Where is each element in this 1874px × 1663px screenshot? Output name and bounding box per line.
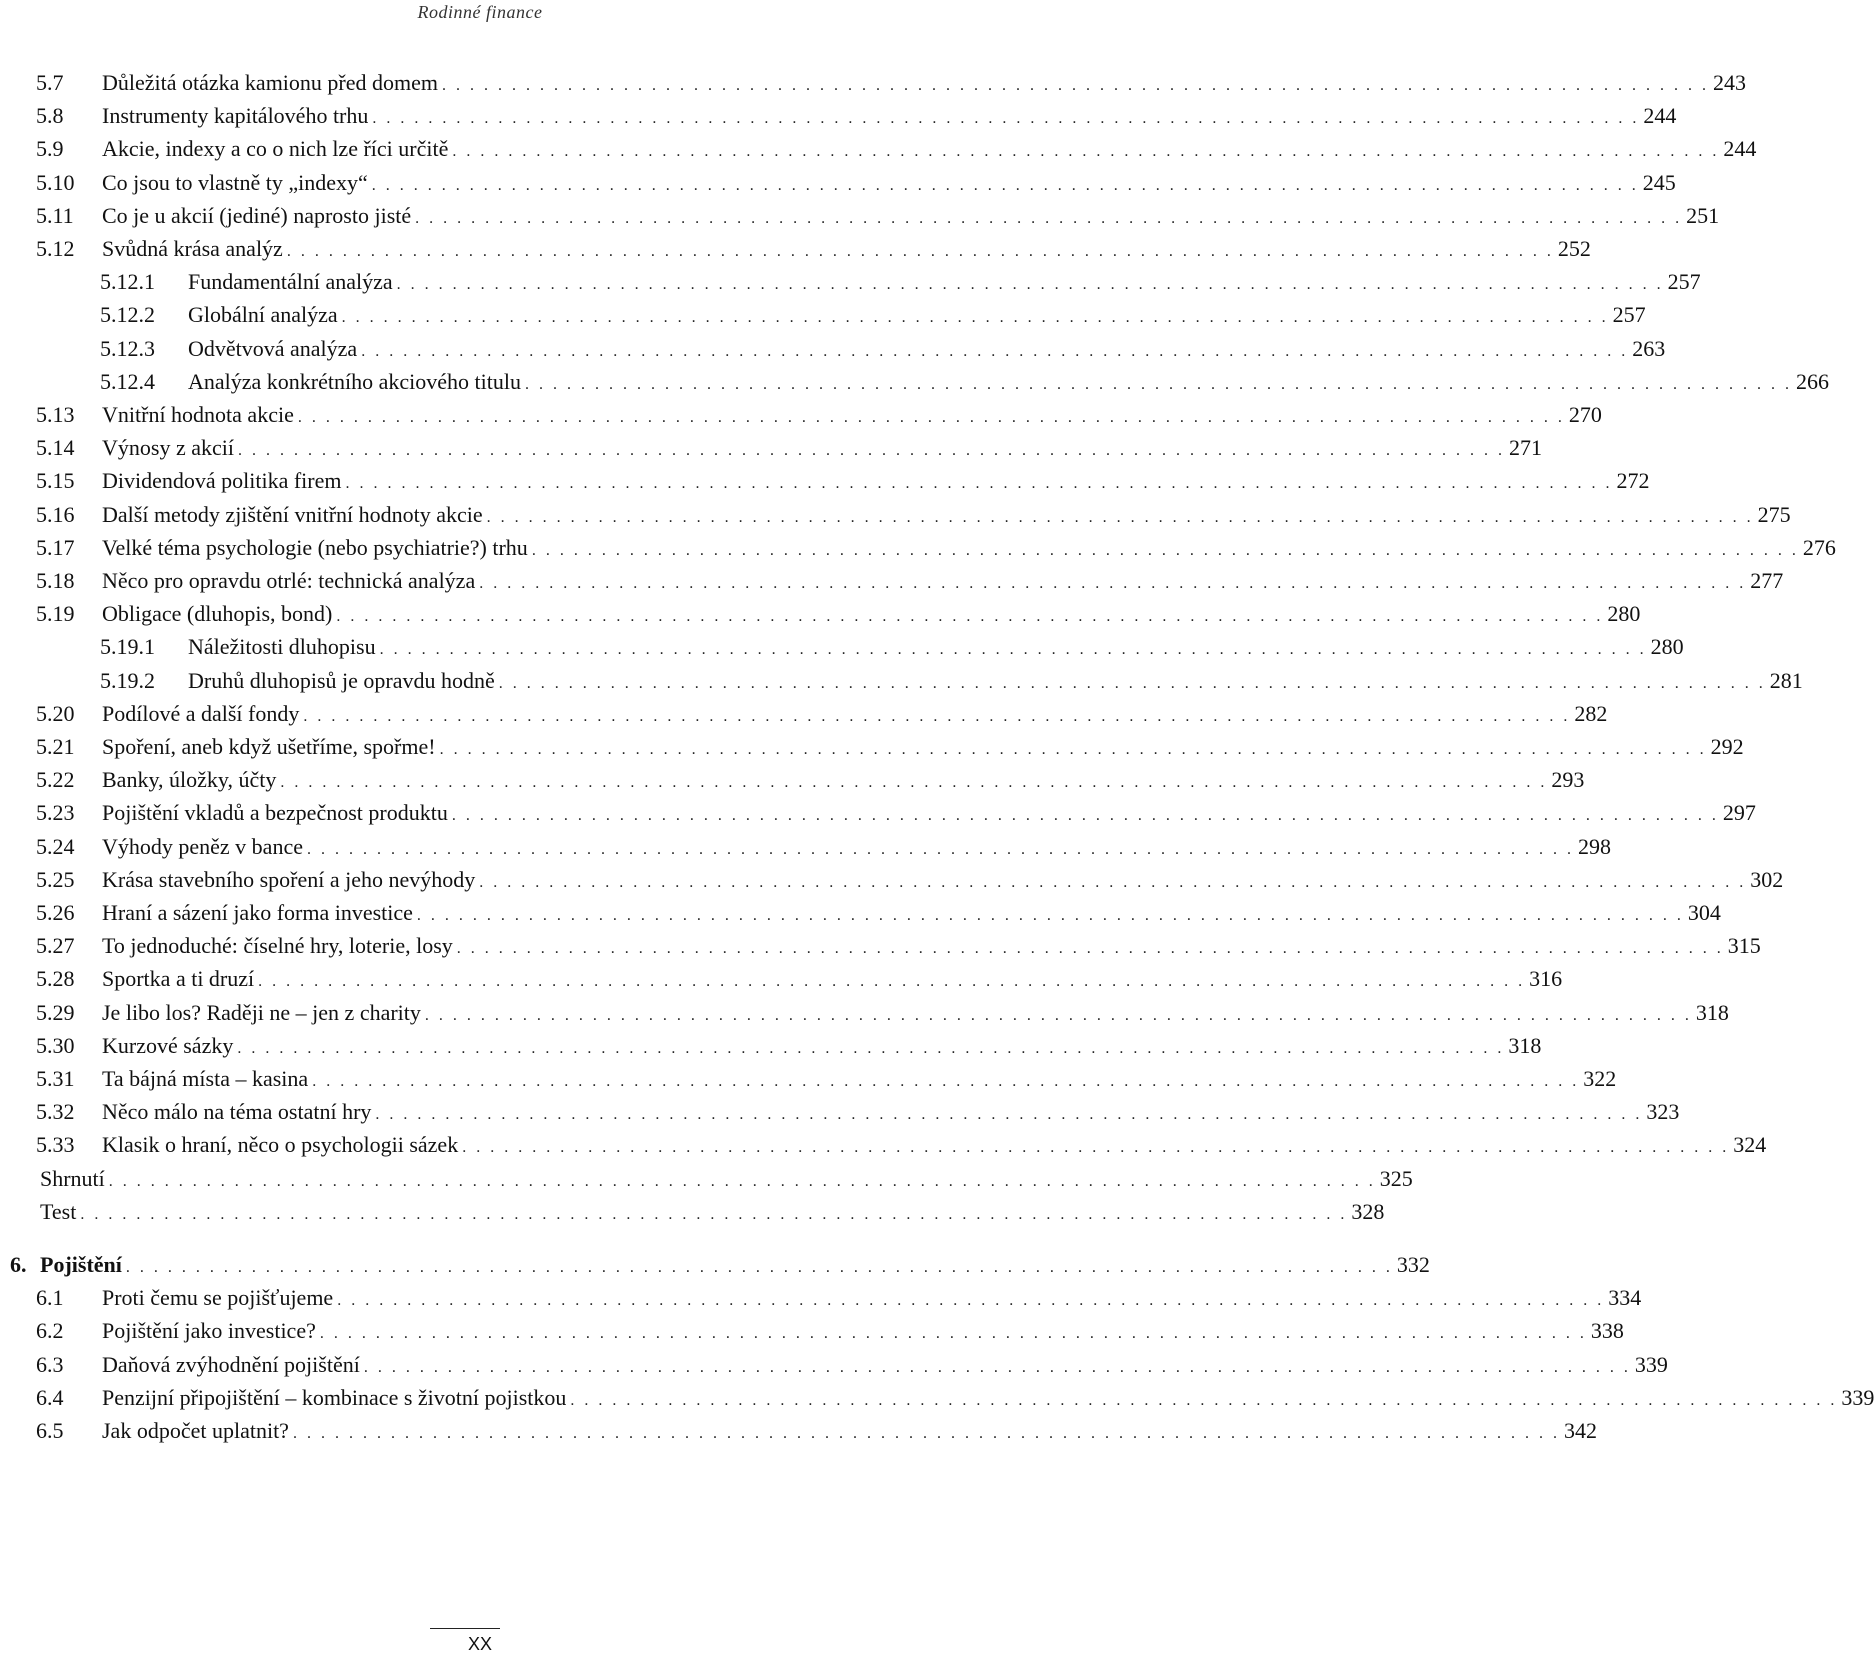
toc-entry (36, 763, 1585, 797)
toc-entry-page: 338 (1590, 1318, 1624, 1344)
toc-entry-title: Podílové a další fondy (102, 700, 300, 726)
toc-entry-page: 271 (1508, 435, 1542, 461)
page-folio: XX (467, 1634, 492, 1654)
toc-entry-title: Pojištění (40, 1252, 122, 1277)
toc-entry-title: Odvětvová analýza (188, 335, 358, 361)
toc-entry-title: Co jsou to vlastně ty „indexy“ (102, 169, 368, 195)
toc-entry (36, 1128, 1767, 1162)
toc-entry (36, 1381, 1874, 1415)
dot-leader: . . . . . . . . . . . . . . . . . . . . . . . . . . . . . . . . . . . . . . . . . . . . . . . . . . . . . . . . . . . . . . . . . . . . . . . . . . . . . . . . . . . . . . . . . . . (303, 707, 1571, 725)
toc-entry-title: Kurzové sázky (102, 1032, 234, 1058)
dot-leader: . . . . . . . . . . . . . . . . . . . . . . . . . . . . . . . . . . . . . . . . . . . . . . . . . . . . . . . . . . . . . . . . . . . . . . . . . . . . . . . . . . . . . . . . . . . (375, 1106, 1643, 1124)
toc-entry (100, 664, 1803, 698)
toc-entry-title: Svůdná krása analýz (102, 236, 283, 261)
toc-entry-title: Hraní a sázení jako forma investice (102, 900, 413, 925)
toc-entry-title: To jednoduché: číselné hry, loterie, losy (102, 933, 453, 959)
dot-leader: . . . . . . . . . . . . . . . . . . . . . . . . . . . . . . . . . . . . . . . . . . . . . . . . . . . . . . . . . . . . . . . . . . . . . . . . . . . . . . . . . . . . . . . . . . . (486, 508, 1754, 526)
dot-leader: . . . . . . . . . . . . . . . . . . . . . . . . . . . . . . . . . . . . . . . . . . . . . . . . . . . . . . . . . . . . . . . . . . . . . . . . . . . . . . . . . . . . . . . . . . . (456, 940, 1724, 958)
toc-entry (100, 265, 1701, 299)
toc-entry (36, 166, 1676, 200)
toc-entry-number: 5.19.2 (100, 667, 155, 693)
toc-entry-page: 339 (1634, 1351, 1668, 1377)
toc-entry (100, 298, 1646, 332)
toc-entry-title: Dividendová politika firem (102, 468, 342, 494)
toc-entry-title: Výhody peněz v bance (102, 833, 303, 859)
toc-entry-page: 243 (1713, 70, 1746, 95)
toc-entry-number: 5.7 (36, 70, 64, 95)
toc-entry-page: 263 (1632, 335, 1666, 361)
toc-entry-page: 292 (1710, 734, 1744, 759)
toc-entry (36, 697, 1608, 731)
toc-entry-number: 5.32 (36, 1099, 75, 1125)
toc-entry-page: 325 (1379, 1165, 1413, 1191)
toc-entry-number: 5.27 (36, 933, 75, 959)
toc-entry-title: Je libo los? Raději ne – jen z charity (102, 999, 421, 1025)
toc-entry (36, 996, 1729, 1030)
dot-leader: . . . . . . . . . . . . . . . . . . . . . . . . . . . . . . . . . . . . . . . . . . . . . . . . . . . . . . . . . . . . . . . . . . . . . . . . . . . . . . . . . . . . . . . . . . . (363, 1358, 1631, 1376)
toc-entry-title: Důležitá otázka kamionu před domem (102, 70, 438, 95)
toc-entry-number: 5.8 (36, 103, 64, 129)
toc-entry-number: 5.14 (36, 435, 75, 461)
toc-entry (36, 1348, 1668, 1382)
dot-leader: . . . . . . . . . . . . . . . . . . . . . . . . . . . . . . . . . . . . . . . . . . . . . . . . . . . . . . . . . . . . . . . . . . . . . . . . . . . . . . . . . . . . . . . . . . . (415, 209, 1683, 227)
toc-entry-title: Další metody zjištění vnitřní hodnoty akcie (102, 501, 483, 527)
dot-leader: . . . . . . . . . . . . . . . . . . . . . . . . . . . . . . . . . . . . . . . . . . . . . . . . . . . . . . . . . . . . . . . . . . . . . . . . . . . . . . . . . . . . . . . . . . . (108, 1172, 1376, 1190)
toc-entry-number: 5.15 (36, 468, 75, 494)
toc-entry-number: 5.12.4 (100, 368, 155, 394)
toc-entry (36, 132, 1757, 166)
toc-entry-title: Banky, úložky, účty (102, 767, 277, 793)
toc-entry-number: 5.21 (36, 734, 75, 759)
toc-entry (36, 199, 1720, 233)
dot-leader: . . . . . . . . . . . . . . . . . . . . . . . . . . . . . . . . . . . . . . . . . . . . . . . . . . . . . . . . . . . . . . . . . . . . . . . . . . . . . . . . . . . . . . . . . . . (337, 1292, 1605, 1310)
toc-entry-number: 5.23 (36, 800, 75, 826)
toc-entry-page: 281 (1769, 667, 1803, 693)
toc-entry (10, 1248, 1430, 1282)
toc-entry (36, 464, 1650, 498)
dot-leader: . . . . . . . . . . . . . . . . . . . . . . . . . . . . . . . . . . . . . . . . . . . . . . . . . . . . . . . . . . . . . . . . . . . . . . . . . . . . . . . . . . . . . . . . . . . (286, 243, 1554, 260)
toc-entry-number: 5.19 (36, 601, 75, 627)
toc-entry-number: 5.16 (36, 501, 75, 527)
toc-entry-page: 316 (1529, 966, 1563, 992)
toc-entry-number: 5.12.1 (100, 269, 155, 295)
toc-entry (36, 66, 1746, 100)
toc-entry-number: 5.31 (36, 1066, 75, 1091)
toc-entry-number: 5.9 (36, 136, 64, 162)
toc-entry-page: 293 (1551, 767, 1585, 793)
dot-leader: . . . . . . . . . . . . . . . . . . . . . . . . . . . . . . . . . . . . . . . . . . . . . . . . . . . . . . . . . . . . . . . . . . . . . . . . . . . . . . . . . . . . . . . . . . . (258, 973, 1526, 991)
toc-entry (36, 1029, 1542, 1063)
toc-entry (36, 531, 1836, 565)
dot-leader: . . . . . . . . . . . . . . . . . . . . . . . . . . . . . . . . . . . . . . . . . . . . . . . . . . . . . . . . . . . . . . . . . . . . . . . . . . . . . . . . . . . . . . . . . . . (312, 1073, 1580, 1090)
toc-entry-page: 280 (1607, 601, 1641, 627)
toc-entry-title: Krása stavebního spoření a jeho nevýhody (102, 866, 476, 892)
toc-entry-page: 257 (1667, 269, 1701, 295)
dot-leader: . . . . . . . . . . . . . . . . . . . . . . . . . . . . . . . . . . . . . . . . . . . . . . . . . . . . . . . . . . . . . . . . . . . . . . . . . . . . . . . . . . . . . . . . . . . (237, 1039, 1505, 1057)
dot-leader: . . . . . . . . . . . . . . . . . . . . . . . . . . . . . . . . . . . . . . . . . . . . . . . . . . . . . . . . . . . . . . . . . . . . . . . . . . . . . . . . . . . . . . . . . . . (372, 110, 1640, 128)
toc-entry-title: Fundamentální analýza (188, 269, 393, 295)
dot-leader: . . . . . . . . . . . . . . . . . . . . . . . . . . . . . . . . . . . . . . . . . . . . . . . . . . . . . . . . . . . . . . . . . . . . . . . . . . . . . . . . . . . . . . . . . . . (452, 143, 1720, 161)
toc-entry-number: 6.2 (36, 1318, 64, 1344)
dot-leader: . . . . . . . . . . . . . . . . . . . . . . . . . . . . . . . . . . . . . . . . . . . . . . . . . . . . . . . . . . . . . . . . . . . . . . . . . . . . . . . . . . . . . . . . . . . (237, 442, 1505, 460)
toc-entry-number: 6.1 (36, 1285, 64, 1311)
toc-entry (36, 398, 1602, 432)
toc-entry-number: 5.10 (36, 169, 75, 195)
toc-entry (36, 498, 1791, 532)
toc-entry-number: 5.11 (36, 202, 74, 228)
toc-entry-title: Klasik o hraní, něco o psychologii sázek (102, 1132, 459, 1158)
toc-entry-page: 315 (1727, 933, 1761, 959)
toc-entry-title: Daňová zvýhodnění pojištění (102, 1351, 360, 1377)
toc-entry-page: 332 (1396, 1252, 1430, 1277)
toc-entry-title: Ta bájná místa – kasina (102, 1066, 309, 1091)
toc-entry-title: Jak odpočet uplatnit? (102, 1418, 289, 1443)
toc-entry-page: 297 (1722, 800, 1756, 826)
toc-entry (100, 630, 1684, 664)
toc-entry-number: 5.12.2 (100, 302, 155, 328)
toc-entry-number: 5.13 (36, 402, 75, 427)
dot-leader: . . . . . . . . . . . . . . . . . . . . . . . . . . . . . . . . . . . . . . . . . . . . . . . . . . . . . . . . . . . . . . . . . . . . . . . . . . . . . . . . . . . . . . . . . . . (498, 674, 1766, 692)
toc-entry (36, 1095, 1680, 1129)
toc-entry-number: 6.5 (36, 1418, 64, 1443)
toc-entry-title: Co je u akcií (jediné) naprosto jisté (102, 202, 412, 228)
dot-leader: . . . . . . . . . . . . . . . . . . . . . . . . . . . . . . . . . . . . . . . . . . . . . . . . . . . . . . . . . . . . . . . . . . . . . . . . . . . . . . . . . . . . . . . . . . . (361, 342, 1629, 360)
toc-entry (36, 929, 1761, 963)
toc-entry-number: 5.29 (36, 999, 75, 1025)
toc-entry (36, 796, 1756, 830)
running-head: Rodinné finance (417, 2, 543, 22)
dot-leader: . . . . . . . . . . . . . . . . . . . . . . . . . . . . . . . . . . . . . . . . . . . . . . . . . . . . . . . . . . . . . . . . . . . . . . . . . . . . . . . . . . . . . . . . . . . (80, 1205, 1348, 1223)
toc-entry (36, 1314, 1624, 1348)
dot-leader: . . . . . . . . . . . . . . . . . . . . . . . . . . . . . . . . . . . . . . . . . . . . . . . . . . . . . . . . . . . . . . . . . . . . . . . . . . . . . . . . . . . . . . . . . . . (336, 608, 1604, 626)
toc-entry-page: 245 (1642, 169, 1676, 195)
dot-leader: . . . . . . . . . . . . . . . . . . . . . . . . . . . . . . . . . . . . . . . . . . . . . . . . . . . . . . . . . . . . . . . . . . . . . . . . . . . . . . . . . . . . . . . . . . . (306, 840, 1574, 858)
toc-entry-page: 266 (1795, 368, 1829, 394)
dot-leader: . . . . . . . . . . . . . . . . . . . . . . . . . . . . . . . . . . . . . . . . . . . . . . . . . . . . . . . . . . . . . . . . . . . . . . . . . . . . . . . . . . . . . . . . . . . (280, 774, 1548, 792)
toc-entry-page: 282 (1574, 700, 1608, 726)
dot-leader: . . . . . . . . . . . . . . . . . . . . . . . . . . . . . . . . . . . . . . . . . . . . . . . . . . . . . . . . . . . . . . . . . . . . . . . . . . . . . . . . . . . . . . . . . . . (439, 741, 1707, 758)
toc-entry-number: 5.12 (36, 236, 75, 261)
toc-entry-page: 328 (1351, 1198, 1385, 1224)
dot-leader: . . . . . . . . . . . . . . . . . . . . . . . . . . . . . . . . . . . . . . . . . . . . . . . . . . . . . . . . . . . . . . . . . . . . . . . . . . . . . . . . . . . . . . . . . . . (570, 1391, 1838, 1409)
dot-leader: . . . . . . . . . . . . . . . . . . . . . . . . . . . . . . . . . . . . . . . . . . . . . . . . . . . . . . . . . . . . . . . . . . . . . . . . . . . . . . . . . . . . . . . . . . . (125, 1259, 1393, 1276)
toc-entry-title: Velké téma psychologie (nebo psychiatrie?) trhu (102, 534, 528, 560)
toc-entry-title: Globální analýza (188, 302, 338, 328)
dot-leader: . . . . . . . . . . . . . . . . . . . . . . . . . . . . . . . . . . . . . . . . . . . . . . . . . . . . . . . . . . . . . . . . . . . . . . . . . . . . . . . . . . . . . . . . . . . (479, 873, 1747, 891)
toc-entry-title: Test (40, 1198, 77, 1224)
toc-entry-page: 251 (1686, 202, 1720, 228)
toc-entry-number: 6.4 (36, 1384, 64, 1410)
toc-entry (40, 1162, 1413, 1196)
toc-entry-number: 5.28 (36, 966, 75, 992)
toc-entry-title: Vnitřní hodnota akcie (102, 402, 294, 427)
toc-entry (36, 597, 1641, 631)
toc-entry (36, 1062, 1617, 1096)
toc-entry-page: 339 (1841, 1384, 1874, 1410)
toc-entry-number: 5.19.1 (100, 634, 155, 660)
toc-entry-number: 5.20 (36, 700, 75, 726)
toc-entry-title: Penzijní připojištění – kombinace s životní pojistkou (102, 1384, 567, 1410)
toc-entry-number: 5.30 (36, 1032, 75, 1058)
toc-entry-page: 270 (1568, 402, 1602, 427)
toc-entry-title: Shrnutí (40, 1165, 105, 1191)
toc-entry-title: Obligace (dluhopis, bond) (102, 601, 333, 627)
toc-entry (36, 1281, 1642, 1315)
dot-leader: . . . . . . . . . . . . . . . . . . . . . . . . . . . . . . . . . . . . . . . . . . . . . . . . . . . . . . . . . . . . . . . . . . . . . . . . . . . . . . . . . . . . . . . . . . . (396, 276, 1664, 294)
toc-entry-number: 5.24 (36, 833, 75, 859)
toc-entry-page: 257 (1612, 302, 1646, 328)
toc-entry (36, 863, 1784, 897)
toc-entry-title: Akcie, indexy a co o nich lze říci určitě (102, 136, 449, 162)
dot-leader: . . . . . . . . . . . . . . . . . . . . . . . . . . . . . . . . . . . . . . . . . . . . . . . . . . . . . . . . . . . . . . . . . . . . . . . . . . . . . . . . . . . . . . . . . . . (416, 907, 1684, 924)
toc-entry-number: 5.26 (36, 900, 75, 925)
toc-entry-number: 5.22 (36, 767, 75, 793)
toc-entry-page: 276 (1802, 534, 1836, 560)
toc-entry-title: Pojištění jako investice? (102, 1318, 316, 1344)
toc-entry (36, 896, 1721, 930)
dot-leader: . . . . . . . . . . . . . . . . . . . . . . . . . . . . . . . . . . . . . . . . . . . . . . . . . . . . . . . . . . . . . . . . . . . . . . . . . . . . . . . . . . . . . . . . . . . (297, 409, 1565, 426)
dot-leader: . . . . . . . . . . . . . . . . . . . . . . . . . . . . . . . . . . . . . . . . . . . . . . . . . . . . . . . . . . . . . . . . . . . . . . . . . . . . . . . . . . . . . . . . . . . (442, 77, 1709, 94)
toc-entry-number: 6.3 (36, 1351, 64, 1377)
toc-entry-page: 342 (1563, 1418, 1597, 1443)
dot-leader: . . . . . . . . . . . . . . . . . . . . . . . . . . . . . . . . . . . . . . . . . . . . . . . . . . . . . . . . . . . . . . . . . . . . . . . . . . . . . . . . . . . . . . . . . . . (379, 641, 1647, 659)
toc-entry-page: 318 (1695, 999, 1729, 1025)
toc-entry (100, 365, 1829, 399)
toc-entry-title: Náležitosti dluhopisu (188, 634, 376, 660)
toc-entry-number: 5.18 (36, 568, 75, 593)
toc-entry-page: 323 (1646, 1099, 1680, 1125)
toc-entry (40, 1195, 1385, 1229)
toc-entry-page: 252 (1557, 236, 1591, 261)
toc-entry-page: 324 (1733, 1132, 1767, 1158)
toc-entry-page: 334 (1608, 1285, 1642, 1311)
toc-entry-page: 244 (1723, 136, 1757, 162)
toc-entry (36, 564, 1784, 598)
toc-entry-page: 275 (1757, 501, 1791, 527)
dot-leader: . . . . . . . . . . . . . . . . . . . . . . . . . . . . . . . . . . . . . . . . . . . . . . . . . . . . . . . . . . . . . . . . . . . . . . . . . . . . . . . . . . . . . . . . . . . (524, 375, 1792, 393)
dot-leader: . . . . . . . . . . . . . . . . . . . . . . . . . . . . . . . . . . . . . . . . . . . . . . . . . . . . . . . . . . . . . . . . . . . . . . . . . . . . . . . . . . . . . . . . . . . (345, 475, 1613, 493)
toc-entry (36, 962, 1563, 996)
toc-entry-title: Proti čemu se pojišťujeme (102, 1285, 334, 1311)
dot-leader: . . . . . . . . . . . . . . . . . . . . . . . . . . . . . . . . . . . . . . . . . . . . . . . . . . . . . . . . . . . . . . . . . . . . . . . . . . . . . . . . . . . . . . . . . . . (531, 541, 1799, 559)
toc-entry-number: 5.33 (36, 1132, 75, 1158)
dot-leader: . . . . . . . . . . . . . . . . . . . . . . . . . . . . . . . . . . . . . . . . . . . . . . . . . . . . . . . . . . . . . . . . . . . . . . . . . . . . . . . . . . . . . . . . . . . (319, 1325, 1587, 1343)
toc-entry-number: 5.17 (36, 534, 75, 560)
toc-entry-title: Pojištění vkladů a bezpečnost produktu (102, 800, 448, 826)
toc-entry-page: 298 (1577, 833, 1611, 859)
toc-entry (36, 1414, 1597, 1448)
toc-entry-page: 302 (1750, 866, 1784, 892)
toc-entry-number: 5.12.3 (100, 335, 155, 361)
dot-leader: . . . . . . . . . . . . . . . . . . . . . . . . . . . . . . . . . . . . . . . . . . . . . . . . . . . . . . . . . . . . . . . . . . . . . . . . . . . . . . . . . . . . . . . . . . . (292, 1425, 1560, 1442)
toc-entry-number: 6. (10, 1252, 27, 1277)
toc-entry (100, 332, 1666, 366)
toc-entry-title: Výnosy z akcií (102, 435, 234, 461)
toc-entry (36, 730, 1744, 764)
toc-entry-page: 244 (1643, 103, 1677, 129)
toc-entry-title: Něco pro opravdu otrlé: technická analýza (102, 568, 476, 593)
toc-entry (36, 830, 1611, 864)
toc-entry-title: Druhů dluhopisů je opravdu hodně (188, 667, 495, 693)
dot-leader: . . . . . . . . . . . . . . . . . . . . . . . . . . . . . . . . . . . . . . . . . . . . . . . . . . . . . . . . . . . . . . . . . . . . . . . . . . . . . . . . . . . . . . . . . . . (462, 1139, 1730, 1157)
toc-entry-title: Instrumenty kapitálového trhu (102, 103, 369, 129)
dot-leader: . . . . . . . . . . . . . . . . . . . . . . . . . . . . . . . . . . . . . . . . . . . . . . . . . . . . . . . . . . . . . . . . . . . . . . . . . . . . . . . . . . . . . . . . . . . (341, 309, 1609, 327)
footer-rule (430, 1628, 500, 1629)
toc-entry-title: Sportka a ti druzí (102, 966, 255, 992)
toc-entry-page: 318 (1508, 1032, 1542, 1058)
dot-leader: . . . . . . . . . . . . . . . . . . . . . . . . . . . . . . . . . . . . . . . . . . . . . . . . . . . . . . . . . . . . . . . . . . . . . . . . . . . . . . . . . . . . . . . . . . . (451, 807, 1719, 825)
toc-entry-page: 322 (1583, 1066, 1617, 1091)
toc-entry (36, 431, 1542, 465)
toc-entry (36, 99, 1677, 133)
dot-leader: . . . . . . . . . . . . . . . . . . . . . . . . . . . . . . . . . . . . . . . . . . . . . . . . . . . . . . . . . . . . . . . . . . . . . . . . . . . . . . . . . . . . . . . . . . . (479, 575, 1747, 592)
dot-leader: . . . . . . . . . . . . . . . . . . . . . . . . . . . . . . . . . . . . . . . . . . . . . . . . . . . . . . . . . . . . . . . . . . . . . . . . . . . . . . . . . . . . . . . . . . . (424, 1006, 1692, 1024)
toc-entry-page: 272 (1616, 468, 1650, 494)
toc-entry-title: Spoření, aneb když ušetříme, spořme! (102, 734, 436, 759)
toc-entry-title: Analýza konkrétního akciového titulu (188, 368, 521, 394)
toc-entry (36, 232, 1591, 266)
toc-entry-number: 5.25 (36, 866, 75, 892)
dot-leader: . . . . . . . . . . . . . . . . . . . . . . . . . . . . . . . . . . . . . . . . . . . . . . . . . . . . . . . . . . . . . . . . . . . . . . . . . . . . . . . . . . . . . . . . . . . (371, 176, 1639, 194)
toc-entry-page: 277 (1750, 568, 1784, 593)
toc-entry-page: 280 (1650, 634, 1684, 660)
toc-entry-title: Něco málo na téma ostatní hry (102, 1099, 372, 1125)
toc-entry-page: 304 (1687, 900, 1721, 925)
